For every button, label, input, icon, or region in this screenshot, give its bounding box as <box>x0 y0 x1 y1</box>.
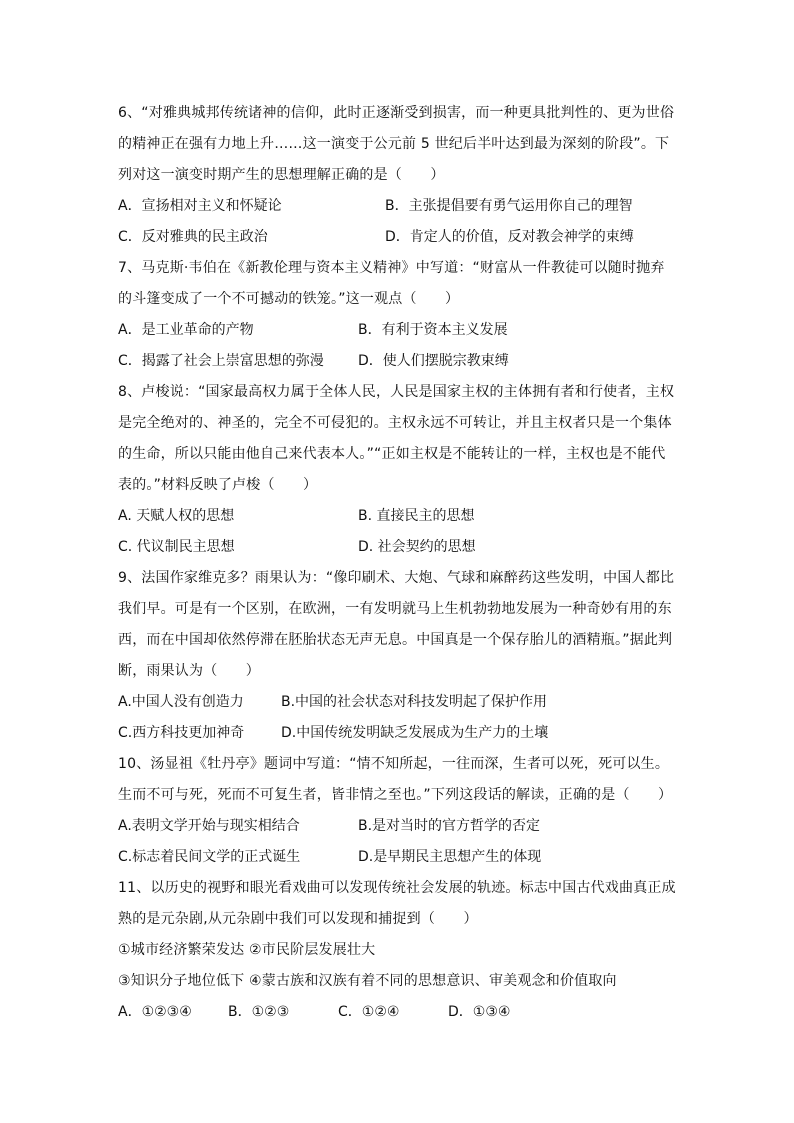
option-row <box>118 718 678 749</box>
option-d: D.是早期民主思想产生的体现 <box>358 849 542 865</box>
question-stem: 8、卢梭说：“国家最高权力属于全体人民，人民是国家主权的主体拥有者和行使者，主权是完全绝对的、神圣的，完全不可侵犯的。主权永远不可转让，并且主权者只是一个集体的生命，所以只能由他自己来代表本人。”“正如主权是不能转让的一样，主权也是不能代表的。”材料反映了卢梭（ ） <box>118 384 675 493</box>
option-b: B．有利于资本主义发展 <box>358 322 508 338</box>
statement-line: ①城市经济繁荣发达 ②市民阶层发展壮大 <box>118 942 376 958</box>
option-a: A．是工业革命的产物 <box>118 322 254 338</box>
question-stem: 11、以历史的视野和眼光看戏曲可以发现传统社会发展的轨迹。标志中国古代戏曲真正成熟的是元杂剧,从元杂剧中我们可以发现和捕捉到（ ） <box>118 880 676 927</box>
question-stem: 7、马克斯·韦伯在《新教伦理与资本主义精神》中写道：“财富从一件教徒可以随时抛弃的斗篷变成了一个不可撼动的铁笼。”这一观点（ ） <box>118 260 665 307</box>
option-row <box>118 346 678 377</box>
option-row <box>118 315 678 346</box>
option-row <box>118 222 678 253</box>
option-row <box>118 842 678 873</box>
statement-line: ③知识分子地位低下 ④蒙古族和汉族有着不同的思想意识、审美观念和价值取向 <box>118 973 617 989</box>
option-d: D．①③④ <box>448 1004 511 1020</box>
option-c: C. 代议制民主思想 <box>118 539 235 555</box>
option-a: A．宣扬相对主义和怀疑论 <box>118 198 282 214</box>
option-b: B.中国的社会状态对科技发明起了保护作用 <box>281 694 548 710</box>
option-row <box>118 532 678 563</box>
option-a: A.中国人没有创造力 <box>118 694 244 710</box>
question-list <box>118 98 678 1028</box>
option-b: B.是对当时的官方哲学的否定 <box>358 818 541 834</box>
option-row <box>118 687 678 718</box>
option-a: A. 天赋人权的思想 <box>118 508 235 524</box>
option-c: C.标志着民间文学的正式诞生 <box>118 849 301 865</box>
option-a: A．①②③④ <box>118 1004 192 1020</box>
option-c: C.西方科技更加神奇 <box>118 725 245 741</box>
option-b: B．①②③ <box>228 1004 290 1020</box>
option-c: C．①②④ <box>338 1004 400 1020</box>
option-d: D．肯定人的价值，反对教会神学的束缚 <box>385 229 634 245</box>
option-c: C．反对雅典的民主政治 <box>118 229 268 245</box>
question-stem: 9、法国作家维克多？雨果认为：“像印刷术、大炮、气球和麻醉药这些发明，中国人都比我们早。可是有一个区别，在欧洲，一有发明就马上生机勃勃地发展为一种奇妙有用的东西，而在中国却依然停滞在胚胎状态无声无息。中国真是一个保存胎儿的酒精瓶。”据此判断，雨果认为（ ） <box>118 570 675 679</box>
option-d: D.中国传统发明缺乏发展成为生产力的土壤 <box>281 725 549 741</box>
question-stem: 6、“对雅典城邦传统诸神的信仰，此时正逐渐受到损害，而一种更具批判性的、更为世俗的精神正在强有力地上升……这一演变于公元前 5 世纪后半叶达到最为深刻的阶段”。下列对这一演变时期产生的思想理解正确的是（ ） <box>118 105 675 183</box>
question-7 <box>118 253 678 377</box>
option-d: D. 社会契约的思想 <box>358 539 476 555</box>
option-row <box>118 501 678 532</box>
option-b: B．主张提倡要有勇气运用你自己的理智 <box>385 198 633 214</box>
option-d: D．使人们摆脱宗教束缚 <box>358 353 509 369</box>
option-row <box>118 811 678 842</box>
option-a: A.表明文学开始与现实相结合 <box>118 818 300 834</box>
question-stem: 10、汤显祖《牡丹亭》题词中写道：“情不知所起，一往而深，生者可以死，死可以生。生而不可与死，死而不可复生者，皆非情之至也。”下列这段话的解读，正确的是（ ） <box>118 756 673 803</box>
option-row <box>118 997 678 1028</box>
option-c: C．揭露了社会上崇富思想的弥漫 <box>118 353 324 369</box>
question-11 <box>118 873 678 1028</box>
question-6 <box>118 98 678 253</box>
question-9 <box>118 563 678 749</box>
option-b: B. 直接民主的思想 <box>358 508 475 524</box>
option-row <box>118 191 678 222</box>
question-8 <box>118 377 678 563</box>
question-10 <box>118 749 678 873</box>
